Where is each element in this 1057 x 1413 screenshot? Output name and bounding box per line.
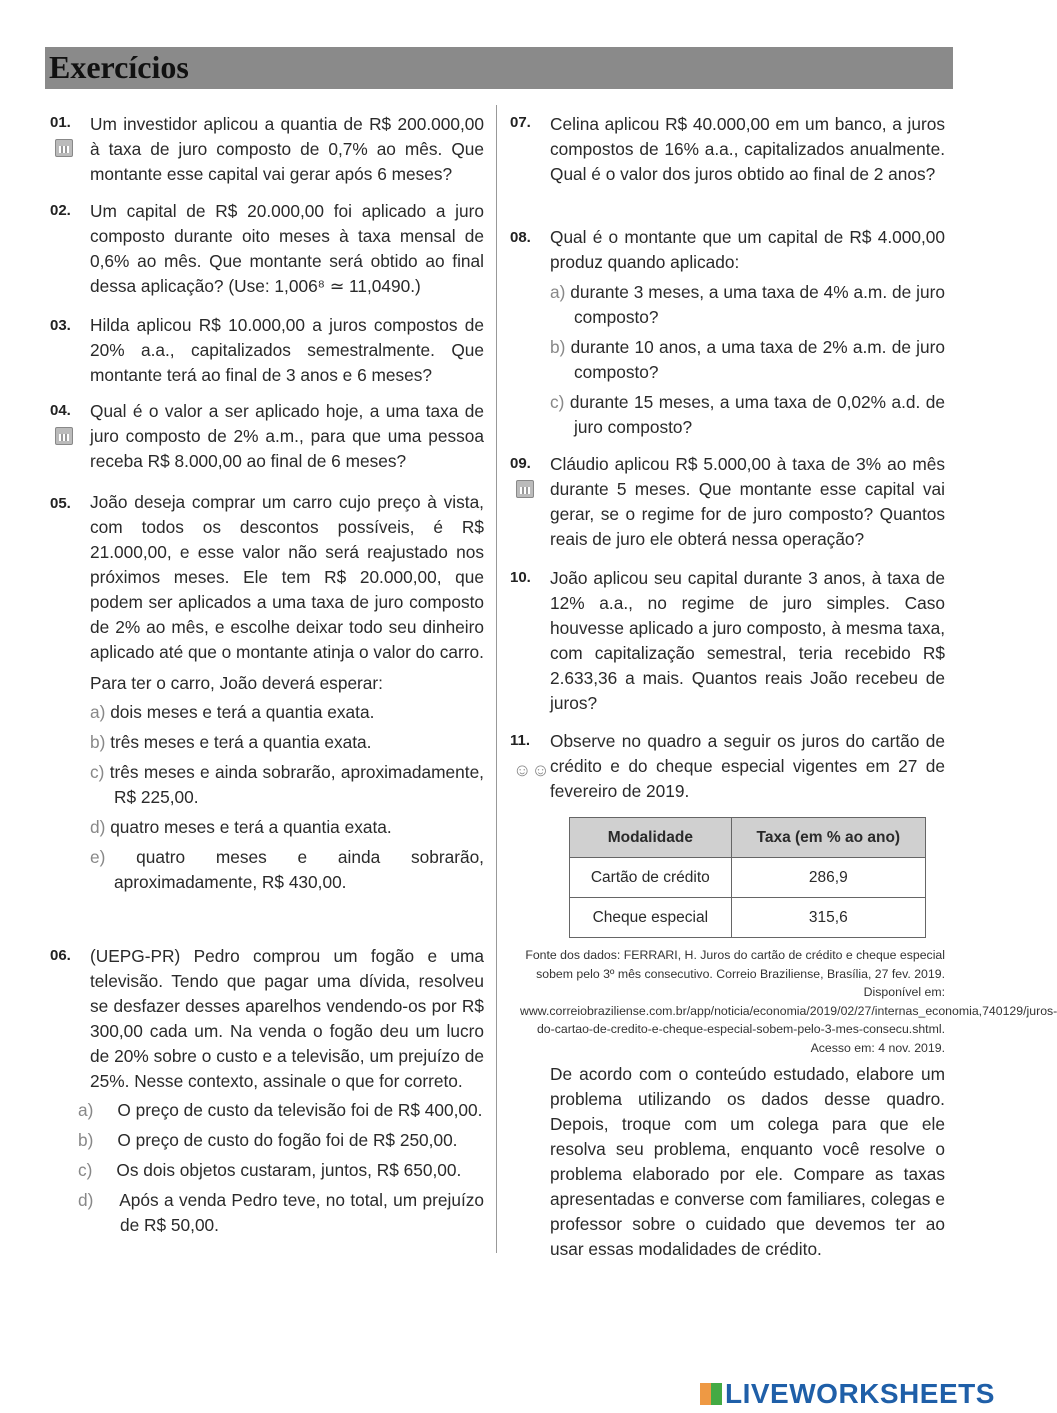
question-number: 01.	[50, 114, 71, 131]
question-number: 07.	[510, 114, 531, 131]
liveworksheets-logo: LIVEWORKSHEETS	[700, 1378, 995, 1410]
question-02: Um capital de R$ 20.000,00 foi aplicado a juro composto durante oito meses à taxa mensal de 0,6% ao mês. Que montante será obtido ao final dessa aplicação? (Use: 1,006⁸ ≃ 11,0490.)	[90, 201, 484, 296]
question-11-text: Observe no quadro a seguir os juros do cartão de crédito e do cheque especial vigentes em 27 de fevereiro de 2019.	[550, 731, 945, 801]
question-09: Cláudio aplicou R$ 5.000,00 à taxa de 3% ao mês durante 5 meses. Que montante esse capital vai gerar, se o regime for de juro composto? Quantos reais de juro ele obterá nessa operação?	[550, 454, 945, 549]
option-c: c) durante 15 meses, a uma taxa de 0,02% a.d. de juro composto?	[550, 392, 945, 437]
question-number: 10.	[510, 569, 531, 586]
table-cell: 286,9	[731, 858, 925, 898]
question-number: 06.	[50, 947, 71, 964]
question-number: 02.	[50, 202, 71, 219]
table-header: Modalidade	[570, 818, 732, 858]
option-c: c) três meses e ainda sobrarão, aproximadamente, R$ 225,00.	[90, 762, 484, 807]
option-d: d) quatro meses e terá a quantia exata.	[90, 817, 392, 837]
question-11-instructions: De acordo com o conteúdo estudado, elabore um problema utilizando os dados desse quadro. Depois, troque com um colega para que ele resolva seu problema, enquanto você resolve o problema elaborado por ele. Compare as taxas apresentadas e converse com familiares, colegas e professor sobre o cuidado que devemos ter ao usar essas modalidades de crédito.	[550, 1064, 945, 1259]
question-number: 03.	[50, 317, 71, 334]
question-07: Celina aplicou R$ 40.000,00 em um banco, a juros compostos de 16% a.a., capitalizados anualmente. Qual é o valor dos juros obtido ao final de 2 anos?	[550, 114, 945, 184]
table-header: Taxa (em % ao ano)	[731, 818, 925, 858]
table-row	[570, 858, 926, 898]
option-d: d) Após a venda Pedro teve, no total, um prejuízo de R$ 50,00.	[78, 1190, 484, 1235]
option-b: b) três meses e terá a quantia exata.	[90, 732, 372, 752]
group-work-icon: ☺☺	[513, 760, 550, 780]
question-number: 11.	[510, 732, 531, 749]
question-06-text: (UEPG-PR) Pedro comprou um fogão e uma televisão. Tendo que pagar uma dívida, resolveu se desfazer desses aparelhos vendendo-os por R$ 300,00 cada um. Na venda o fogão deu um lucro de 20% sobre o custo e a televisão, um prejuízo de 25%. Nesse contexto, assinale o que for correto.	[90, 946, 484, 1091]
header-bar	[45, 47, 953, 89]
question-01: Um investidor aplicou a quantia de R$ 200.000,00 à taxa de juro composto de 0,7% ao mês. Que montante esse capital vai gerar após 6 meses?	[90, 114, 484, 184]
option-a: a) durante 3 meses, a uma taxa de 4% a.m. de juro composto?	[550, 282, 945, 327]
question-05	[90, 490, 484, 895]
calculator-icon	[55, 427, 73, 445]
question-10: João aplicou seu capital durante 3 anos, à taxa de 12% a.a., no regime de juro simples. Caso houvesse aplicado a juro composto, à mesma taxa, com capitalização semestral, teria recebido R$ 2.633,36 a mais. Quantos reais João recebeu de juros?	[550, 568, 945, 713]
option-b: b) O preço de custo do fogão foi de R$ 250,00.	[78, 1130, 458, 1150]
question-08	[550, 225, 945, 440]
logo-icon	[700, 1383, 722, 1405]
question-number: 09.	[510, 455, 531, 472]
source-citation: Fonte dos dados: FERRARI, H. Juros do cartão de crédito e cheque especial sobem pelo 3º mês consecutivo. Correio Braziliense, Brasília, 27 fev. 2019. Disponível em: www.correiobraziliense.com.br/app/noticia/economia/2019/02/27/internas_economia,740129/juros-do-cartao-de-credito-e-cheque-especial-sobem-pelo-3-mes-consecu.shtml. Acesso em: 4 nov. 2019.	[520, 948, 1057, 1055]
question-05-prompt: Para ter o carro, João deverá esperar:	[90, 673, 383, 693]
page-title: Exercícios	[49, 49, 189, 85]
question-04: Qual é o valor a ser aplicado hoje, a uma taxa de juro composto de 2% a.m., para que uma pessoa receba R$ 8.000,00 ao final de 6 meses?	[90, 401, 484, 471]
table-cell: Cheque especial	[570, 898, 732, 938]
table-row	[570, 898, 926, 938]
question-06	[78, 944, 484, 1238]
column-divider	[496, 105, 497, 1253]
question-number: 05.	[50, 495, 71, 512]
option-a: a) O preço de custo da televisão foi de R$ 400,00.	[78, 1100, 483, 1120]
rates-table	[569, 817, 926, 938]
calculator-icon	[55, 139, 73, 157]
option-e: e) quatro meses e ainda sobrarão, aproximadamente, R$ 430,00.	[90, 847, 484, 892]
question-05-text: João deseja comprar um carro cujo preço à vista, com todos os descontos possíveis, é R$ 21.000,00, e esse valor não será reajustado nos próximos meses. Ele tem R$ 20.000,00, que podem ser aplicados a uma taxa de juro composto de 2% ao mês, e escolhe deixar todo seu dinheiro aplicado até que o montante atinja o valor do carro.	[90, 492, 484, 662]
question-08-text: Qual é o montante que um capital de R$ 4.000,00 produz quando aplicado:	[550, 227, 945, 272]
question-03: Hilda aplicou R$ 10.000,00 a juros compostos de 20% a.a., capitalizados semestralmente. Que montante terá ao final de 3 anos e 6 meses?	[90, 315, 484, 385]
option-b: b) durante 10 anos, a uma taxa de 2% a.m. de juro composto?	[550, 337, 946, 382]
table-cell: Cartão de crédito	[570, 858, 732, 898]
question-number: 04.	[50, 402, 71, 419]
table-cell: 315,6	[731, 898, 925, 938]
option-a: a) dois meses e terá a quantia exata.	[90, 702, 375, 722]
calculator-icon	[516, 480, 534, 498]
option-c: c) Os dois objetos custaram, juntos, R$ 650,00.	[78, 1160, 462, 1180]
question-number: 08.	[510, 229, 531, 246]
